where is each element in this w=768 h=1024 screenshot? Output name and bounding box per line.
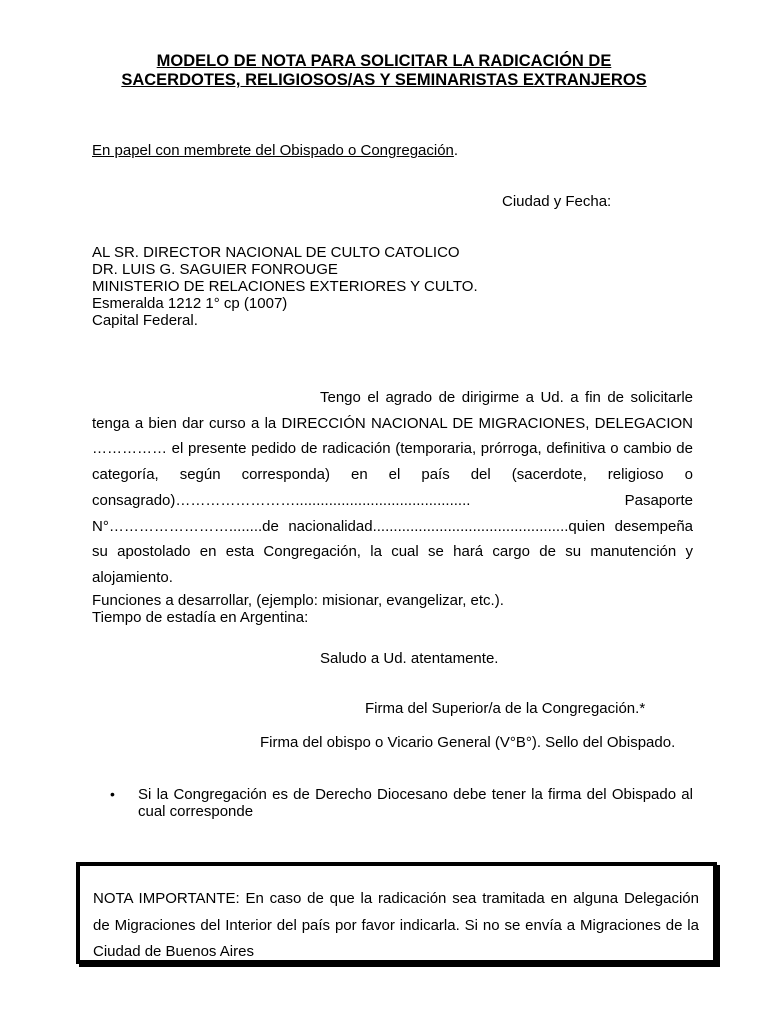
addressee-line: AL SR. DIRECTOR NACIONAL DE CULTO CATOLICO (92, 244, 460, 261)
important-note-text: NOTA IMPORTANTE: En caso de que la radicación sea tramitada en alguna Delegación de Migraciones del Interior del país por favor indicarla. Si no se envía a Migraciones de la Ciudad de Buenos Aires (93, 890, 699, 960)
title-line-1: MODELO DE NOTA PARA SOLICITAR LA RADICACIÓN DE (156, 52, 612, 70)
letterhead-note-text: En papel con membrete del Obispado o Congregación (92, 142, 454, 159)
bullet-text: Si la Congregación es de Derecho Diocesano debe tener la firma del Obispado al cual corresponde (138, 786, 693, 820)
title-line-2: SACERDOTES, RELIGIOSOS/AS Y SEMINARISTAS EXTRANJEROS (121, 71, 647, 89)
letterhead-note (92, 142, 458, 159)
addressee-line: MINISTERIO DE RELACIONES EXTERIORES Y CULTO. (92, 278, 478, 295)
stay-line: Tiempo de estadía en Argentina: (92, 609, 309, 626)
closing-line: Saludo a Ud. atentamente. (320, 650, 499, 667)
functions-line: Funciones a desarrollar, (ejemplo: misionar, evangelizar, etc.). (92, 592, 504, 609)
addressee-line: Capital Federal. (92, 312, 198, 329)
city-date-label: Ciudad y Fecha: (502, 193, 612, 210)
addressee-line: Esmeralda 1212 1° cp (1007) (92, 295, 288, 312)
document-title (60, 52, 708, 90)
signature-superior: Firma del Superior/a de la Congregación.* (365, 700, 646, 717)
body-paragraph (92, 385, 693, 591)
signature-bishop: Firma del obispo o Vicario General (V°B°). Sello del Obispado. (260, 734, 676, 751)
addressee-line: DR. LUIS G. SAGUIER FONROUGE (92, 261, 338, 278)
body-paragraph-text: Tengo el agrado de dirigirme a Ud. a fin de solicitarle tenga a bien dar curso a la DIRECCIÓN NACIONAL DE MIGRACIONES, DELEGACION …………… el presente pedido de radicación (temporaria, prórroga, definitiva o cambio de categoría, según corresponda) en el país del (sacerdote, religioso o consagrado)…………………….......................................... Pasaporte N°……………………........de nacionalidad...............................................quien desempeña su apostolado en esta Congregación, la cual se hará cargo de su manutención y alojamiento. (92, 389, 693, 586)
letterhead-period: . (453, 142, 459, 159)
bullet-icon: • (110, 786, 115, 802)
important-note-box (76, 862, 717, 964)
